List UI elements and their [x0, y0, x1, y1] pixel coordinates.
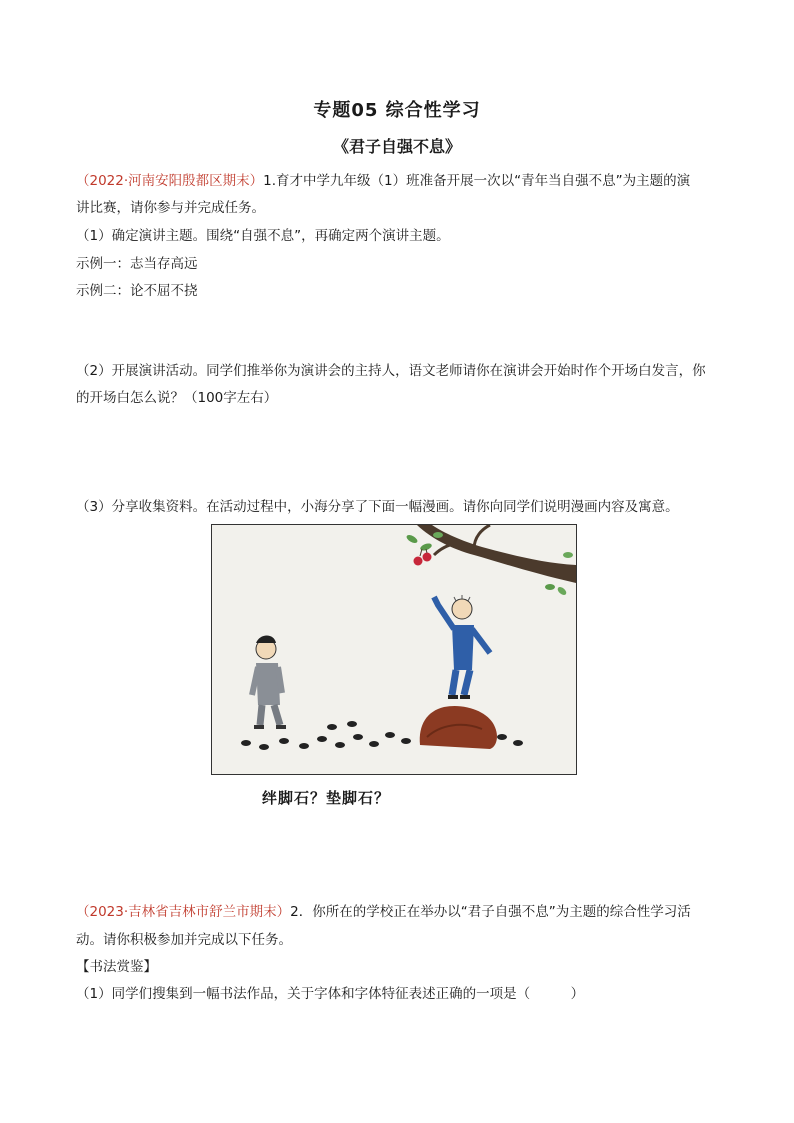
q1-stem-line1 — [76, 171, 726, 191]
q2-section-heading: 【书法赏鉴】 — [76, 959, 157, 975]
q2-stem-text: 2．你所在的学校正在举办以“君子自强不息”为主题的综合性学习活 — [290, 904, 691, 920]
q1-sub2-line2: 的开场白怎么说？（100字左右） — [76, 390, 278, 406]
q1-sub2-line1: （2）开展演讲活动。同学们推举你为演讲会的主持人，语文老师请你在演讲会开始时作个开场白发言，你 — [76, 363, 706, 379]
q1-source: （2022·河南安阳殷都区期末） — [76, 173, 264, 189]
q1-sub1: （1）确定演讲主题。围绕“自强不息”，再确定两个演讲主题。 — [76, 228, 450, 244]
page-title: 专题05 综合性学习 — [313, 100, 481, 121]
q2-source: （2023·吉林省吉林市舒兰市期末） — [76, 904, 291, 920]
q2-sub1: （1）同学们搜集到一幅书法作品，关于字体和字体特征表述正确的一项是（ ） — [76, 986, 585, 1002]
cartoon-image — [211, 524, 577, 775]
cartoon-caption: 绊脚石？垫脚石？ — [262, 789, 391, 807]
q1-stem-text: 1.育才中学九年级（1）班准备开展一次以“青年当自强不息”为主题的演 — [263, 173, 691, 189]
q1-example2: 示例二：论不屈不挠 — [76, 283, 198, 299]
q1-sub3: （3）分享收集资料。在活动过程中，小海分享了下面一幅漫画。请你向同学们说明漫画内容及寓意。 — [76, 499, 679, 515]
q1-example1: 示例一：志当存高远 — [76, 256, 198, 272]
page-subtitle: 《君子自强不息》 — [332, 137, 461, 156]
q2-stem-line1 — [76, 902, 726, 922]
q1-stem-line2: 讲比赛，请你参与并完成任务。 — [76, 200, 265, 216]
q2-stem-line2: 动。请你积极参加并完成以下任务。 — [76, 932, 292, 948]
